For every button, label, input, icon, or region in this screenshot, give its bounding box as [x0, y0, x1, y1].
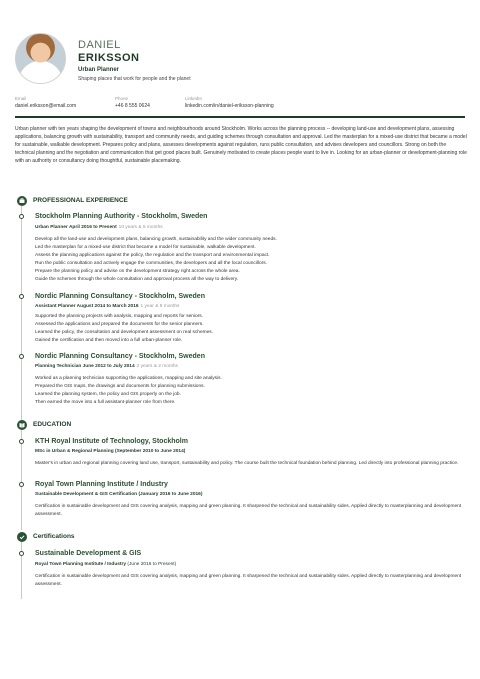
profile-photo	[15, 33, 66, 84]
contact-email	[15, 96, 76, 109]
phone-link[interactable]: +46 8 555 0624	[115, 103, 150, 109]
certification-issuer	[35, 562, 176, 567]
timeline-line-experience	[21, 206, 22, 446]
experience-bullets	[35, 313, 465, 345]
timeline-dot	[19, 214, 24, 219]
experience-role	[35, 304, 179, 309]
list-item: Supported the planning projects with analysis, mapping and reports for seniors.	[35, 314, 203, 319]
experience-duration: 10 years & 5 months	[118, 225, 163, 230]
phone-label: Phone	[115, 96, 129, 101]
education-dates: (January 2016 to June 2016)	[138, 492, 203, 497]
experience-bullets	[35, 236, 465, 284]
certification-description: Certification in sustainable development and GIS covering analysis, mapping and green planning. It sharpened the technical and sustainability sides. Applied directly to masterplanning and development assessment.	[35, 574, 462, 587]
first-name: DANIEL	[78, 39, 121, 51]
certification-dates: (June 2016 to Present)	[127, 562, 177, 567]
check-badge-icon	[17, 532, 27, 542]
list-item: Learned the policy, the consultation and development assessment on real schemes.	[35, 330, 214, 335]
timeline-line-education	[21, 430, 22, 530]
education-description: Master's in urban and regional planning covering land use, transport, sustainability and policy. The course built the technical foundation behind planning. Led directly into professional planning practice.	[35, 461, 459, 466]
education-degree-text: MSc in Urban & Regional Planning	[35, 449, 114, 454]
education-degree	[35, 492, 202, 497]
header-divider	[15, 116, 465, 118]
contact-phone	[115, 96, 150, 109]
list-item: Led the masterplan for a mixed-use district that became a model for sustainable, walkable development.	[35, 245, 256, 250]
section-title-experience: PROFESSIONAL EXPERIENCE	[33, 197, 128, 204]
education-title: Royal Town Planning Institute / Industry	[35, 481, 168, 488]
education-degree-text: Sustainable Development & GIS Certification	[35, 492, 138, 497]
experience-role-text: Urban Planner April 2016 to Present	[35, 225, 117, 230]
list-item: Develop all the land-use and development plans, balancing growth, sustainability and the wider community needs.	[35, 237, 277, 242]
list-item: Prepare the planning policy and advise on the development strategy right across the whole area.	[35, 269, 240, 274]
linkedin-link[interactable]: linkedin.com/in/daniel-eriksson-planning	[185, 103, 274, 109]
list-item: Assessed the applications and prepared the documents for the senior planners.	[35, 322, 204, 327]
experience-title: Nordic Planning Consultancy - Stockholm, Sweden	[35, 353, 205, 360]
experience-title: Nordic Planning Consultancy - Stockholm, Sweden	[35, 293, 205, 300]
certification-issuer-text: Royal Town Planning Institute / Industry	[35, 562, 127, 567]
experience-role-text: Planning Technician June 2012 to July 2014	[35, 364, 135, 369]
book-icon	[17, 420, 27, 430]
list-item: Prepared the GIS maps, the drawings and documents for planning submissions.	[35, 384, 205, 389]
contact-row	[15, 96, 465, 112]
experience-duration: 1 year & 8 months	[140, 304, 180, 309]
education-description: Certification in sustainable development and GIS covering analysis, mapping and green planning. It sharpened the technical and sustainability sides. Applied directly to masterplanning and development assessment.	[35, 504, 462, 517]
timeline-dot	[19, 439, 24, 444]
job-title: Urban Planner	[78, 67, 120, 73]
list-item: Worked as a planning technician supporting the applications, mapping and site analysis.	[35, 376, 222, 381]
resume-header	[15, 33, 465, 89]
experience-title: Stockholm Planning Authority - Stockholm, Sweden	[35, 213, 208, 220]
list-item: Guide the schemes through the whole consultation and approval process all the way to delivery.	[35, 277, 239, 282]
certification-title: Sustainable Development & GIS	[35, 550, 142, 557]
timeline-dot	[19, 294, 24, 299]
section-title-education: EDUCATION	[33, 421, 72, 428]
profile-summary: Urban planner with ten years shaping the development of towns and neighbourhoods around Stockholm. Works across the planning process -- developing land-use and development plans, assessing applications, balancing growth with sustainability, transport and community needs, and guiding schemes through consultation and approval. Led the masterplan for a mixed-use district that became a model for sustainable, walkable development. Prepares policy and plans, assesses developments against regulation, runs public consultation, and advises developers and councillors. Strong on both the technical planning and the negotiation and communication that get good places built. Genuinely motivated to create places people want to live in. Looking for an urban-planner or development-planning role with an authority or consultancy doing thoughtful, sustainable placemaking.	[15, 126, 467, 164]
education-degree	[35, 449, 185, 454]
experience-duration: 2 years & 2 months	[136, 364, 178, 369]
timeline-dot	[19, 551, 24, 556]
timeline-dot	[19, 354, 24, 359]
briefcase-icon	[17, 196, 27, 206]
timeline-dot	[19, 482, 24, 487]
experience-role	[35, 364, 178, 369]
experience-bullets	[35, 375, 465, 407]
education-title: KTH Royal Institute of Technology, Stockholm	[35, 438, 188, 445]
tagline: Shaping places that work for people and the planet	[78, 76, 191, 82]
experience-role-text: Assistant Planner August 2014 to March 2016	[35, 304, 139, 309]
email-link[interactable]: daniel.eriksson@email.com	[15, 103, 77, 109]
list-item: Learned the planning system, the policy and GIS properly on the job.	[35, 392, 181, 397]
linkedin-label: LinkedIn	[185, 96, 203, 101]
experience-role	[35, 225, 163, 230]
list-item: Then earned the move into a full assistant-planner role from there.	[35, 400, 176, 405]
last-name: ERIKSSON	[78, 52, 140, 64]
list-item: Gained the certification and then moved into a full urban-planner role.	[35, 338, 183, 343]
list-item: Run the public consultation and actively engage the communities, the developers and all the local councillors.	[35, 261, 267, 266]
contact-linkedin	[185, 96, 274, 109]
section-title-certifications: Certifications	[33, 533, 75, 540]
education-dates: (September 2010 to June 2014)	[114, 449, 186, 454]
list-item: Assess the planning applications against the policy, the regulation and the transport and environmental impact.	[35, 253, 270, 258]
email-label: Email	[15, 96, 27, 101]
